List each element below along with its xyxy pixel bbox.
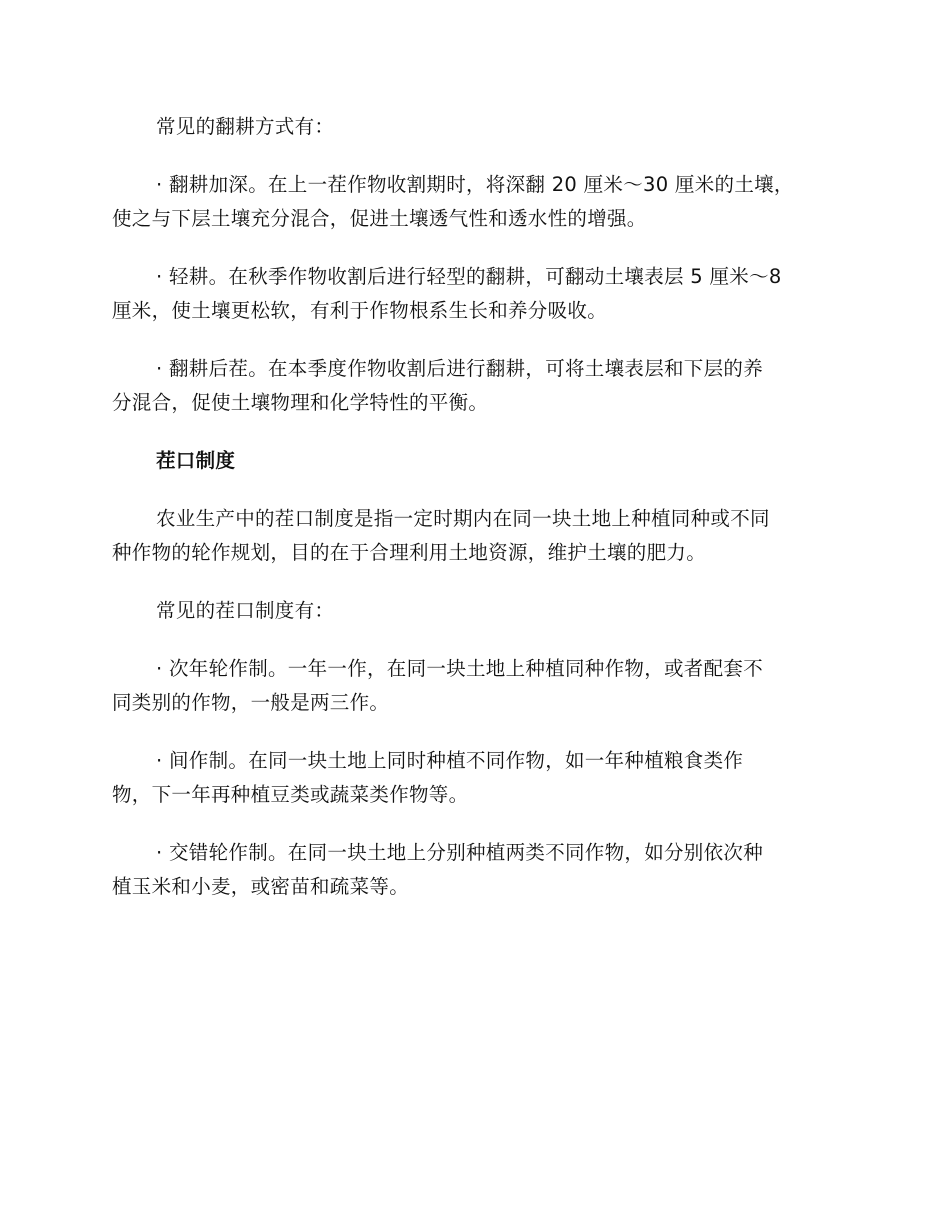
line-2: 同类别的作物，一般是两三作。: [112, 691, 390, 714]
crop-system-item-staggered: [112, 836, 830, 904]
line-2: 种作物的轮作规划，目的在于合理利用土地资源，维护土壤的肥力。: [112, 541, 707, 564]
line-1: · 间作制。在同一块土地上同时种植不同作物，如一年种植粮食类作: [156, 749, 744, 772]
tillage-item-after-crop: [112, 352, 830, 420]
line-1: · 次年轮作制。一年一作，在同一块土地上种植同种作物，或者配套不: [156, 657, 763, 680]
line-2: 物，下一年再种植豆类或蔬菜类作物等。: [112, 783, 469, 806]
line-2: 厘米，使土壤更松软，有利于作物根系生长和养分吸收。: [112, 299, 608, 322]
line-1: · 轻耕。在秋季作物收割后进行轻型的翻耕，可翻动土壤表层 5 厘米～8: [156, 265, 782, 288]
line-1: · 翻耕后茬。在本季度作物收割后进行翻耕，可将土壤表层和下层的养: [156, 357, 763, 380]
crop-system-item-intercrop: [112, 744, 830, 812]
line-2: 使之与下层土壤充分混合，促进土壤透气性和透水性的增强。: [112, 207, 647, 230]
section-heading: 茬口制度: [156, 449, 236, 472]
line-1: 农业生产中的茬口制度是指一定时期内在同一块土地上种植同种或不同: [156, 507, 770, 530]
line-1: · 翻耕加深。在上一茬作物收割期时，将深翻 20 厘米～30 厘米的土壤，: [156, 173, 794, 196]
tillage-item-light: [112, 260, 830, 328]
crop-system-item-annual: [112, 652, 830, 720]
intro-crop-system: 常见的茬口制度有：: [156, 599, 335, 622]
line-1: · 交错轮作制。在同一块土地上分别种植两类不同作物，如分别依次种: [156, 841, 763, 864]
crop-system-definition: [112, 502, 830, 570]
line-2: 分混合，促使土壤物理和化学特性的平衡。: [112, 391, 489, 414]
tillage-item-deepening: [112, 168, 830, 236]
intro-tillage: 常见的翻耕方式有：: [156, 115, 335, 138]
line-2: 植玉米和小麦，或密苗和疏菜等。: [112, 875, 410, 898]
